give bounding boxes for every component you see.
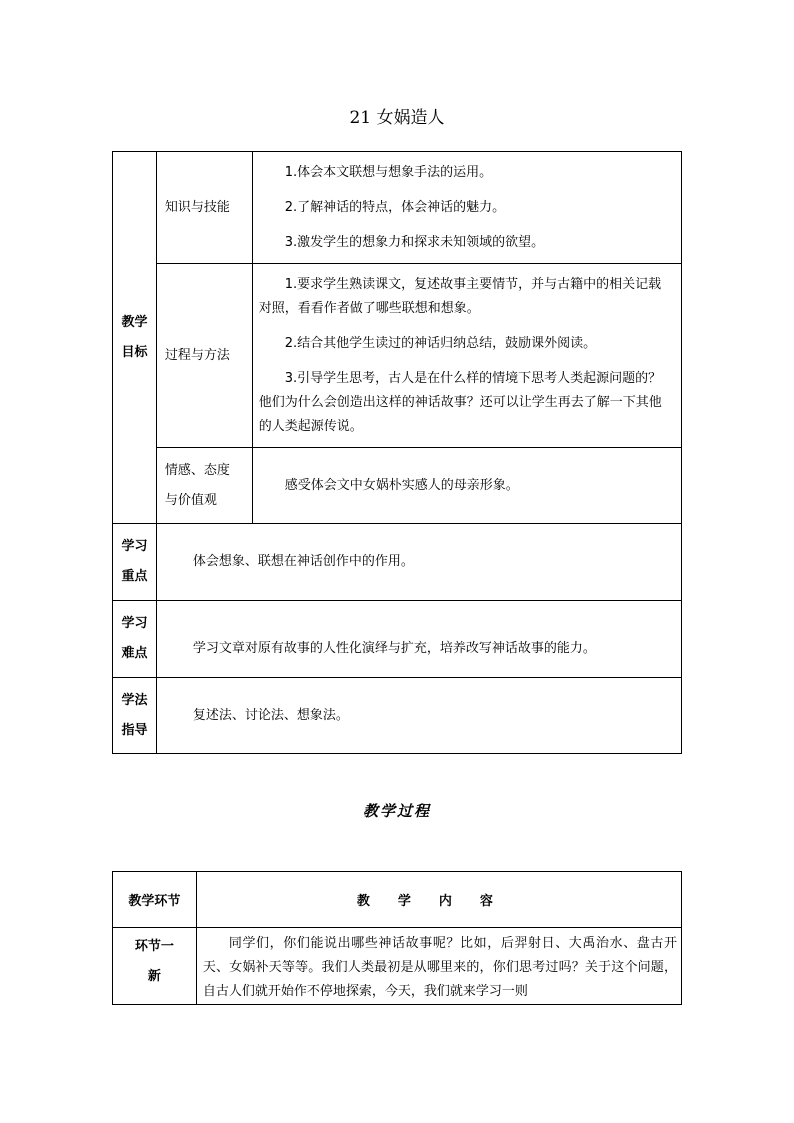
stage-label-line1: 环节一 bbox=[134, 939, 174, 954]
knowledge-item-2: 2.了解神话的特点，体会神话的魅力。 bbox=[284, 199, 506, 215]
difficulty-label-line2: 难点 bbox=[121, 646, 148, 661]
focus-label-line2: 重点 bbox=[121, 569, 148, 584]
knowledge-content bbox=[252, 152, 681, 264]
process-item-3: 3.引导学生思考，古人是在什么样的情境下思考人类起源问题的？他们为什么会创造出这样的神话故事？还可以让学生再去了解一下其他的人类起源传说。 bbox=[258, 370, 662, 434]
process-item-2: 2.结合其他学生读过的神话归纳总结，鼓励课外阅读。 bbox=[284, 335, 597, 351]
table-row bbox=[113, 678, 682, 754]
emotion-label-line2: 与价值观 bbox=[164, 492, 217, 508]
emotion-text: 感受体会文中女娲朴实感人的母亲形象。 bbox=[284, 477, 519, 493]
process-header-left: 教学环节 bbox=[113, 872, 197, 928]
process-heading: 教学过程 bbox=[362, 802, 431, 820]
focus-label bbox=[113, 524, 157, 601]
goals-category-cell bbox=[113, 152, 157, 524]
method-text: 复述法、讨论法、想象法。 bbox=[156, 678, 681, 754]
knowledge-item-1: 1.体会本文联想与想象手法的运用。 bbox=[284, 164, 493, 180]
emotion-content bbox=[252, 448, 681, 524]
stage-content: 同学们，你们能说出哪些神话故事呢？比如，后羿射日、大禹治水、盘古开天、女娲补天等等。我们人类最初是从哪里来的，你们思考过吗？关于这个问题，自古人们就开始作不停地探索，今天，我们就来学习一则 bbox=[196, 928, 681, 1005]
process-content bbox=[252, 264, 681, 448]
teaching-goals-table bbox=[112, 151, 682, 754]
process-label: 过程与方法 bbox=[156, 264, 252, 448]
method-label bbox=[113, 678, 157, 754]
difficulty-label-line1: 学习 bbox=[121, 616, 148, 631]
process-item-1: 1.要求学生熟读课文，复述故事主要情节，并与古籍中的相关记载对照，看看作者做了哪些联想和想象。 bbox=[258, 276, 662, 316]
table-row bbox=[113, 152, 682, 264]
table-row bbox=[113, 928, 682, 1005]
table-row bbox=[113, 524, 682, 601]
table-row bbox=[113, 264, 682, 448]
difficulty-text: 学习文章对原有故事的人性化演绎与扩充，培养改写神话故事的能力。 bbox=[156, 601, 681, 678]
emotion-label-line1: 情感、态度 bbox=[164, 462, 230, 478]
goals-category-line1: 教学 bbox=[121, 314, 148, 330]
difficulty-label bbox=[113, 601, 157, 678]
page-title: 21 女娲造人 bbox=[349, 108, 445, 128]
process-header-right: 教学内容 bbox=[196, 872, 681, 928]
table-row bbox=[113, 872, 682, 928]
teaching-process-table bbox=[112, 871, 682, 1005]
table-row bbox=[113, 601, 682, 678]
focus-text: 体会想象、联想在神话创作中的作用。 bbox=[156, 524, 681, 601]
stage-label-line2: 新 bbox=[147, 969, 161, 984]
emotion-label bbox=[156, 448, 252, 524]
method-label-line2: 指导 bbox=[121, 722, 148, 738]
knowledge-label: 知识与技能 bbox=[156, 152, 252, 264]
knowledge-item-3: 3.激发学生的想象力和探求未知领域的欲望。 bbox=[284, 234, 545, 250]
stage-label bbox=[113, 928, 197, 1005]
goals-category-line2: 目标 bbox=[121, 344, 148, 360]
focus-label-line1: 学习 bbox=[121, 539, 148, 554]
table-row bbox=[113, 448, 682, 524]
method-label-line1: 学法 bbox=[121, 692, 148, 708]
